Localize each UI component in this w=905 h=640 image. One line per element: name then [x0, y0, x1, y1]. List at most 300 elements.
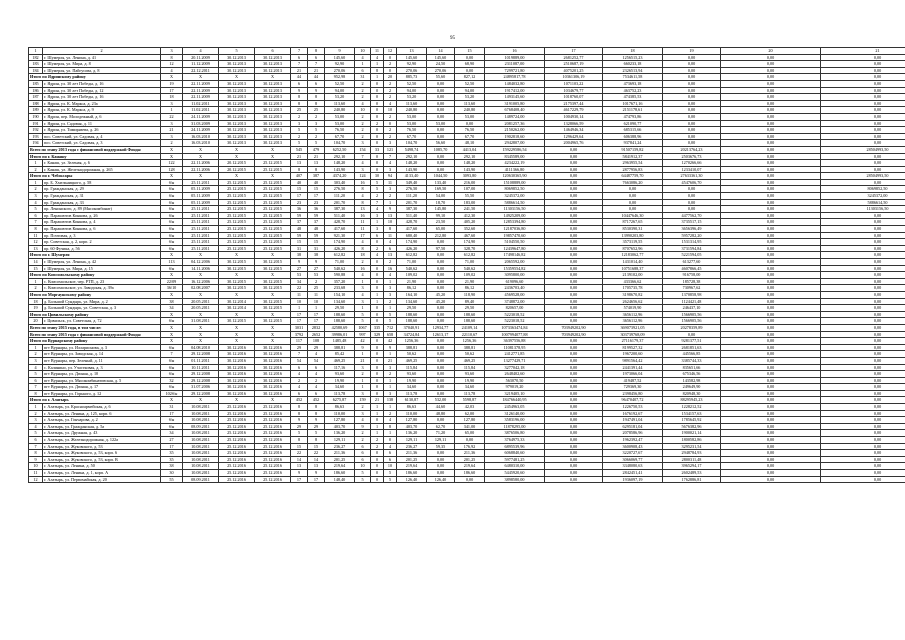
table-cell: 183: [29, 61, 43, 68]
table-cell: 0,00: [821, 456, 905, 463]
table-cell: 3: [384, 140, 397, 147]
table-cell: 3: [355, 364, 371, 371]
table-row: [29, 410, 905, 417]
subtotal-row: [29, 324, 905, 331]
table-cell: 5223018,52: [485, 318, 545, 325]
table-cell: 5886614,50: [485, 199, 545, 206]
table-cell: 240,80: [397, 107, 427, 114]
table-cell: 0,00: [821, 298, 905, 305]
table-cell: 6: [355, 443, 371, 450]
table-row: [29, 87, 905, 94]
table-cell: 11: [29, 232, 43, 239]
table-cell: 30.12.2013: [219, 120, 255, 127]
table-cell: 186,60: [325, 470, 355, 477]
table-cell: 0: [371, 133, 384, 140]
table-cell: 0: [371, 259, 384, 266]
table-cell: 405,20: [455, 219, 485, 226]
table-cell: 188,60: [397, 311, 427, 318]
table-cell: 0,00: [721, 173, 821, 180]
table-cell: 0: [371, 285, 384, 292]
table-cell: 107,00: [455, 186, 485, 193]
table-cell: 11: [355, 219, 371, 226]
table-cell: 0,00: [821, 318, 905, 325]
table-cell: 0: [371, 338, 384, 345]
table-row: [29, 371, 905, 378]
table-cell: 0,00: [721, 80, 821, 87]
table-cell: 113,78: [325, 390, 355, 397]
table-row: [29, 423, 905, 430]
table-cell: 0,00: [545, 371, 603, 378]
table-cell: X: [255, 146, 291, 153]
table-cell: 5: [371, 179, 384, 186]
table-cell: 403,70: [397, 423, 427, 430]
table-cell: 0,00: [427, 450, 455, 457]
table-cell: 185728,38: [663, 278, 721, 285]
table-cell: 2877956,83: [603, 166, 663, 173]
address-cell: пгт Вурнары, ул. Дачная, д. 17: [43, 384, 161, 391]
table-cell: 0,00: [821, 404, 905, 411]
table-cell: 0,00: [721, 120, 821, 127]
table-cell: 5: [29, 206, 43, 213]
table-cell: 28504993,50: [821, 146, 905, 153]
table-cell: 4: [355, 100, 371, 107]
table-cell: 9: [291, 470, 308, 477]
table-cell: 0: [371, 265, 384, 272]
table-cell: 25.11.2011: [183, 206, 219, 213]
table-cell: 0,00: [821, 100, 905, 107]
table-cell: 104,70: [397, 140, 427, 147]
table-cell: 30.12.2013: [255, 127, 291, 134]
table-cell: 2326513,94: [603, 67, 663, 74]
table-cell: 0: [371, 160, 384, 167]
table-cell: 2: [355, 133, 371, 140]
table-cell: 835651,66: [663, 364, 721, 371]
table-cell: 30.12.2013: [219, 80, 255, 87]
table-cell: 15: [308, 443, 325, 450]
table-cell: 1085,70: [427, 146, 455, 153]
table-cell: 11081378,95: [485, 344, 545, 351]
table-cell: 0,00: [427, 285, 455, 292]
table-cell: 5: [355, 470, 371, 477]
address-cell: пгт Вурнары, ул. Илларионова, д. 3: [43, 344, 161, 351]
table-cell: 8: [308, 410, 325, 417]
table-cell: 30.12.2013: [255, 80, 291, 87]
table-cell: 0,00: [545, 305, 603, 312]
table-cell: 30.12.2016: [219, 364, 255, 371]
table-cell: 76,50: [455, 127, 485, 134]
table-cell: 0,00: [721, 456, 821, 463]
subtotal-row: [29, 153, 905, 160]
table-cell: 22.11.2006: [183, 166, 219, 173]
table-cell: 25.12.2016: [219, 476, 255, 483]
table-cell: 8345589,00: [485, 153, 545, 160]
table-cell: 0,00: [545, 219, 603, 226]
table-cell: 22.11.2009: [183, 87, 219, 94]
table-cell: 5: [308, 140, 325, 147]
table-cell: 8: [355, 199, 371, 206]
table-cell: 1: [29, 179, 43, 186]
table-cell: 86,63: [325, 404, 355, 411]
table-cell: 2503676,73: [663, 153, 721, 160]
table-row: [29, 351, 905, 358]
address-cell: пр. Гражданская, д. 29: [43, 186, 161, 193]
table-cell: 412,30: [455, 212, 485, 219]
table-cell: 0,00: [545, 166, 603, 173]
subtotal-label-cell: Итого по Вурнарскому району: [29, 338, 161, 345]
table-row: [29, 206, 905, 213]
table-cell: 0,00: [721, 443, 821, 450]
table-cell: 190: [29, 113, 43, 120]
table-cell: 0,00: [427, 364, 455, 371]
table-cell: 473693,18: [603, 80, 663, 87]
table-cell: 574019,90: [603, 305, 663, 312]
table-cell: 4: [355, 272, 371, 279]
table-row: [29, 377, 905, 384]
table-cell: 0,00: [721, 219, 821, 226]
table-cell: 6275,87: [325, 397, 355, 404]
table-cell: 0,00: [427, 278, 455, 285]
table-cell: 52,50: [325, 80, 355, 87]
table-row: [29, 417, 905, 424]
table-cell: 145,60: [325, 54, 355, 61]
table-cell: 12: [29, 239, 43, 246]
table-cell: 0,00: [603, 186, 663, 193]
table-cell: 10: [384, 219, 397, 226]
table-cell: 0,00: [721, 298, 821, 305]
table-cell: 21: [161, 127, 183, 134]
table-cell: 4413,04: [455, 146, 485, 153]
table-cell: 30.12.2013: [255, 140, 291, 147]
table-cell: 712: [384, 324, 397, 331]
table-cell: 108: [308, 338, 325, 345]
table-cell: 2652: [308, 331, 325, 338]
table-cell: 0,00: [721, 318, 821, 325]
address-cell: пос. Советский, ул. Садовая, д. 4: [43, 133, 161, 140]
table-cell: 10: [384, 107, 397, 114]
table-cell: 9281377,51: [663, 338, 721, 345]
table-cell: 25.12.2015: [219, 232, 255, 239]
table-cell: 30.12.2013: [219, 87, 255, 94]
table-cell: 0,00: [721, 410, 821, 417]
table-cell: 10751688,37: [603, 265, 663, 272]
table-cell: 138: [384, 397, 397, 404]
table-cell: 1: [29, 404, 43, 411]
table-cell: 729369,30: [603, 384, 663, 391]
table-cell: 30.12.2013: [219, 54, 255, 61]
table-cell: 59: [308, 212, 325, 219]
table-cell: 2963955,54: [603, 160, 663, 167]
table-cell: 17498146,82: [485, 252, 545, 259]
table-cell: 0,00: [427, 338, 455, 345]
table-cell: 10.08.2011: [183, 470, 219, 477]
table-cell: 6: [308, 390, 325, 397]
table-cell: 1: [308, 305, 325, 312]
table-cell: 8: [291, 166, 308, 173]
table-cell: 0,00: [721, 437, 821, 444]
table-cell: 0,00: [721, 357, 821, 364]
table-cell: X: [161, 272, 183, 279]
table-cell: 0: [371, 357, 384, 364]
table-cell: 0,00: [427, 113, 455, 120]
table-cell: 24895817,78: [485, 74, 545, 81]
table-cell: 3219405,10: [485, 390, 545, 397]
table-cell: 0,00: [721, 265, 821, 272]
table-row: [29, 107, 905, 114]
table-cell: 0,00: [821, 470, 905, 477]
table-cell: 8: [291, 437, 308, 444]
table-cell: 357,20: [325, 278, 355, 285]
table-cell: 9: [308, 259, 325, 266]
table-cell: 0: [371, 127, 384, 134]
table-cell: 30.12.2015: [219, 259, 255, 266]
table-cell: 8: [161, 54, 183, 61]
table-cell: 0,00: [821, 160, 905, 167]
table-cell: 1917412,00: [485, 87, 545, 94]
table-cell: 8: [308, 437, 325, 444]
table-cell: 0,00: [721, 186, 821, 193]
table-cell: 10.08.2011: [183, 417, 219, 424]
table-cell: 6: [384, 245, 397, 252]
table-cell: 25.12.2015: [219, 226, 255, 233]
table-cell: 0,00: [721, 272, 821, 279]
table-cell: 445566,85: [663, 351, 721, 358]
address-cell: г. Алатырь, ул. Ленина, д. 125, корп. 6: [43, 410, 161, 417]
table-cell: 65,00: [427, 226, 455, 233]
table-cell: 4: [308, 351, 325, 358]
table-cell: 0: [371, 113, 384, 120]
table-cell: 0,00: [455, 54, 485, 61]
table-cell: 0: [371, 344, 384, 351]
table-cell: 1962392,47: [603, 437, 663, 444]
table-cell: 45,20: [427, 298, 455, 305]
table-cell: 426,20: [325, 245, 355, 252]
table-row: [29, 186, 905, 193]
table-cell: 4: [355, 193, 371, 200]
table-cell: 24.11.2009: [183, 113, 219, 120]
table-cell: 417,60: [325, 226, 355, 233]
table-cell: 2065592,00: [485, 259, 545, 266]
table-cell: 38: [308, 252, 325, 259]
table-cell: 0,00: [427, 166, 455, 173]
table-cell: 36/10: [161, 285, 183, 292]
table-cell: 12187036,80: [485, 226, 545, 233]
table-cell: 0,00: [821, 232, 905, 239]
table-cell: 0,00: [545, 206, 603, 213]
table-cell: 18: [355, 252, 371, 259]
table-cell: 1936097,19: [603, 476, 663, 483]
table-cell: 0,00: [721, 107, 821, 114]
table-cell: 0: [384, 437, 397, 444]
column-number-cell: 4: [183, 48, 219, 55]
table-cell: 36: [291, 206, 308, 213]
table-cell: б/н: [161, 318, 183, 325]
address-cell: г. Шумерля, ул. Пайгусова, д. 8: [43, 67, 161, 74]
table-cell: 3: [355, 285, 371, 292]
table-cell: 45,20: [427, 291, 455, 298]
table-cell: 0,00: [821, 410, 905, 417]
table-cell: 17: [308, 193, 325, 200]
table-cell: 0,00: [821, 166, 905, 173]
table-cell: 511,40: [325, 212, 355, 219]
table-cell: 30.12.2016: [255, 344, 291, 351]
table-cell: 1464946,34: [545, 127, 603, 134]
table-cell: 916758,00: [663, 272, 721, 279]
table-cell: 2681851,63: [663, 344, 721, 351]
table-cell: 148,20: [397, 160, 427, 167]
table-cell: 1: [29, 160, 43, 167]
table-cell: 428,70: [325, 219, 355, 226]
table-cell: 211,36: [325, 450, 355, 457]
table-cell: 387: [308, 173, 325, 180]
table-cell: 25.12.2015: [255, 239, 291, 246]
column-number-cell: 14: [427, 48, 455, 55]
table-cell: 2: [355, 404, 371, 411]
table-cell: 13990203,80: [603, 232, 663, 239]
table-cell: 0,00: [545, 423, 603, 430]
table-cell: 0,00: [821, 212, 905, 219]
table-row: [29, 476, 905, 483]
table-cell: 16.03.2010: [183, 140, 219, 147]
table-cell: 0,00: [545, 456, 603, 463]
table-row: [29, 357, 905, 364]
table-row: [29, 443, 905, 450]
table-cell: 0: [371, 278, 384, 285]
table-cell: б/н: [161, 371, 183, 378]
table-cell: 3: [355, 166, 371, 173]
column-number-cell: 8: [308, 48, 325, 55]
table-cell: 428,70: [397, 219, 427, 226]
table-cell: 388,81: [325, 344, 355, 351]
address-cell: г. Алатырь, ул. Жуковского, д. 53: [43, 443, 161, 450]
table-cell: 452: [291, 397, 308, 404]
table-cell: 12183062,77: [603, 252, 663, 259]
table-cell: 0,00: [821, 127, 905, 134]
table-cell: 820657,00: [485, 305, 545, 312]
address-cell: г. Ядрин, ул. К. Маркса, д. 9: [43, 107, 161, 114]
table-cell: 94,00: [325, 87, 355, 94]
table-cell: 86,12: [455, 285, 485, 292]
table-cell: 30.12.2016: [219, 351, 255, 358]
table-cell: 0,00: [721, 311, 821, 318]
table-cell: б/н: [161, 423, 183, 430]
table-cell: 621090,77: [603, 120, 663, 127]
table-cell: 5498,74: [397, 146, 427, 153]
table-cell: 0,00: [821, 219, 905, 226]
table-row: [29, 127, 905, 134]
table-cell: 1: [384, 305, 397, 312]
table-cell: 30.12.2015: [255, 285, 291, 292]
table-cell: X: [255, 338, 291, 345]
table-cell: 17: [308, 318, 325, 325]
table-cell: 102б/н: [161, 390, 183, 397]
table-cell: 0,00: [427, 311, 455, 318]
table-cell: 30.12.2016: [255, 384, 291, 391]
table-cell: X: [183, 291, 219, 298]
table-cell: 1484032,80: [485, 80, 545, 87]
table-cell: 3: [371, 226, 384, 233]
table-cell: 62,70: [427, 423, 455, 430]
table-cell: X: [161, 338, 183, 345]
table-cell: 25.12.2016: [219, 430, 255, 437]
address-cell: г. Шумерля, ул. Мира, д. 8: [43, 61, 161, 68]
table-cell: 0: [371, 318, 384, 325]
table-cell: 10361306,19: [545, 74, 603, 81]
table-cell: 0,00: [603, 193, 663, 200]
table-cell: 0,00: [427, 384, 455, 391]
address-cell: г. Ядрин, ул. 30 лет Победы, д. 16: [43, 94, 161, 101]
table-cell: 25.12.2016: [255, 410, 291, 417]
table-cell: 1034679,77: [545, 87, 603, 94]
table-cell: 25.12.2015: [255, 245, 291, 252]
table-cell: б/н: [161, 226, 183, 233]
table-cell: 25.12.2016: [219, 417, 255, 424]
table-cell: 3: [29, 417, 43, 424]
table-cell: 1: [371, 298, 384, 305]
table-cell: X: [219, 397, 255, 404]
table-cell: 117: [291, 338, 308, 345]
table-cell: 30.12.2013: [219, 100, 255, 107]
table-cell: 54: [291, 357, 308, 364]
table-cell: 3898580,00: [485, 476, 545, 483]
table-cell: 17: [161, 410, 183, 417]
table-cell: 0,00: [721, 179, 821, 186]
table-cell: 563070,50: [485, 377, 545, 384]
table-cell: 25.12.2015: [219, 245, 255, 252]
table-cell: 3093,80: [455, 173, 485, 180]
table-cell: 0,00: [545, 404, 603, 411]
address-cell: пр. Гражданская, д. 31: [43, 193, 161, 200]
table-cell: 0,00: [721, 127, 821, 134]
table-cell: 0,00: [545, 318, 603, 325]
table-cell: 30.12.2015: [255, 305, 291, 312]
table-cell: 1124421,48: [663, 298, 721, 305]
table-row: [29, 344, 905, 351]
table-cell: 1: [384, 384, 397, 391]
table-cell: 21: [291, 153, 308, 160]
table-cell: 31: [291, 245, 308, 252]
table-cell: 2: [384, 298, 397, 305]
table-cell: 0,00: [427, 153, 455, 160]
table-cell: 0,00: [663, 113, 721, 120]
table-cell: 6: [291, 54, 308, 61]
table-cell: 44: [308, 74, 325, 81]
table-cell: 2: [308, 278, 325, 285]
table-cell: 3: [161, 100, 183, 107]
subtotal-label-cell: Итого по Комсомольскому району: [29, 272, 161, 279]
table-cell: 3: [384, 291, 397, 298]
table-cell: 71,00: [397, 259, 427, 266]
table-cell: 19: [161, 80, 183, 87]
table-cell: 0,00: [427, 133, 455, 140]
table-cell: 0,00: [721, 133, 821, 140]
table-cell: 36397556,88: [485, 338, 545, 345]
table-cell: 71,20: [427, 430, 455, 437]
table-row: [29, 384, 905, 391]
table-cell: 25.12.2016: [219, 423, 255, 430]
table-cell: 0,00: [545, 272, 603, 279]
table-cell: 42580,69: [325, 324, 355, 331]
table-cell: 5: [308, 127, 325, 134]
table-cell: 0: [371, 311, 384, 318]
address-cell: г. Канаш, ул. Железнодорожная, д. 265: [43, 166, 161, 173]
table-cell: 1493145,60: [485, 94, 545, 101]
table-cell: 8: [291, 404, 308, 411]
table-cell: X: [219, 74, 255, 81]
table-cell: 6: [371, 232, 384, 239]
table-cell: 0,00: [821, 338, 905, 345]
table-cell: 4: [355, 54, 371, 61]
table-cell: 17: [291, 311, 308, 318]
